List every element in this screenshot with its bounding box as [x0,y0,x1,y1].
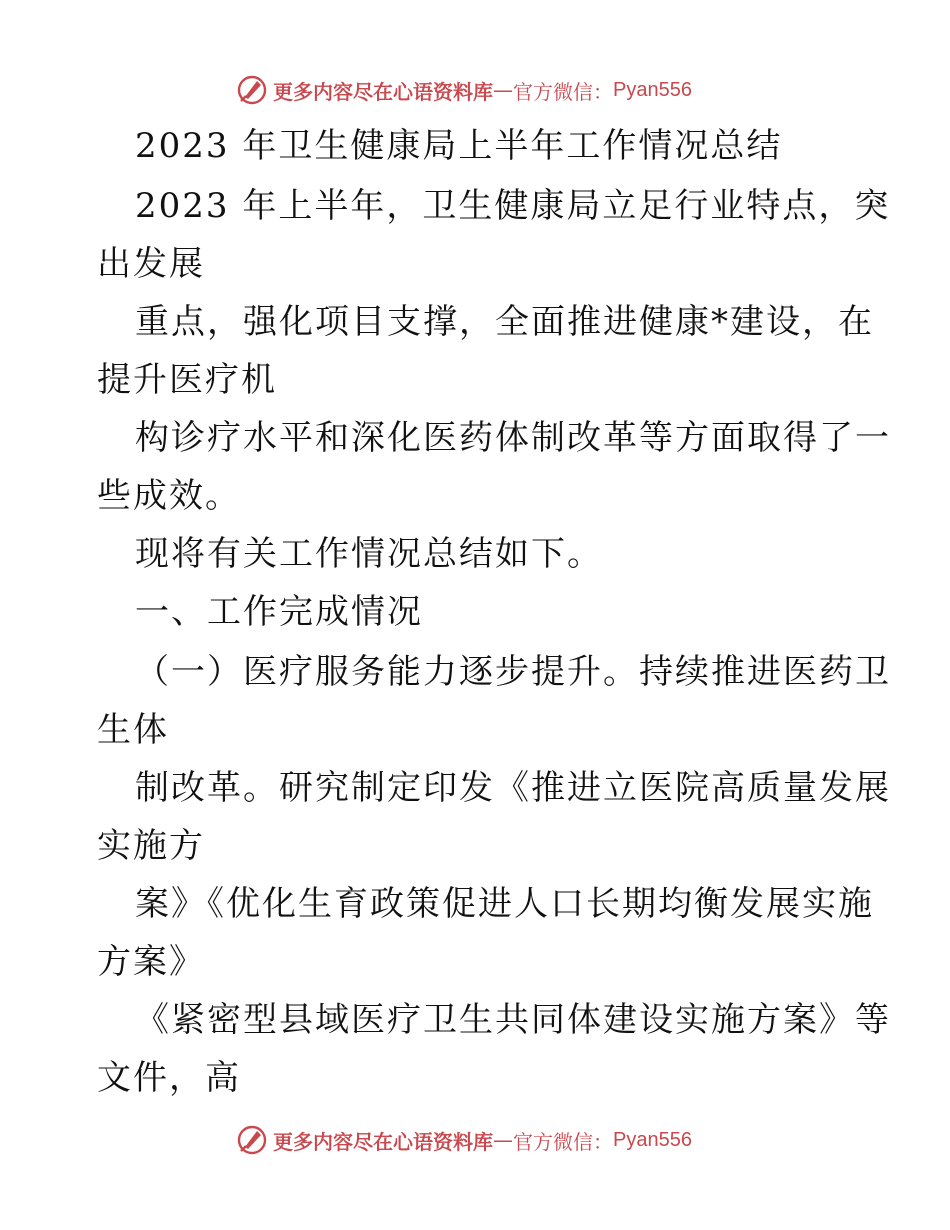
paragraph-line: 文件，高 [97,1058,241,1098]
document-title: 2023 年卫生健康局上半年工作情况总结 [135,126,783,166]
paragraph-line: 出发展 [97,244,205,284]
paragraph-line: （一）医疗服务能力逐步提升。持续推进医药卫 [135,652,891,692]
paragraph-line: 生体 [97,710,169,750]
paragraph-line: 《紧密型县域医疗卫生共同体建设实施方案》等 [135,1000,891,1040]
watermark-separator: — [493,78,513,102]
watermark-brand: 更多内容尽在心语资料库 [273,1129,493,1154]
pen-nib-logo-icon [235,73,269,107]
watermark-wechat-id: Pyan556 [613,78,692,101]
watermark-official-label: 官方微信： [513,79,613,104]
watermark-header [235,72,692,108]
pen-nib-logo-icon [235,1123,269,1157]
paragraph-line: 提升医疗机 [97,360,277,400]
paragraph-line: 构诊疗水平和深化医药体制改革等方面取得了一 [135,418,891,458]
watermark-footer [235,1122,692,1158]
watermark-brand: 更多内容尽在心语资料库 [273,79,493,104]
paragraph-line: 现将有关工作情况总结如下。 [135,534,603,574]
paragraph-line: 2023 年上半年，卫生健康局立足行业特点，突 [135,186,891,226]
watermark-wechat-id: Pyan556 [613,1128,692,1151]
paragraph-line: 些成效。 [97,476,241,516]
paragraph-line: 案》《优化生育政策促进人口长期均衡发展实施 [135,884,874,924]
paragraph-line: 方案》 [97,942,205,982]
paragraph-line: 实施方 [97,826,205,866]
paragraph-line: 重点，强化项目支撑，全面推进健康*建设，在 [135,302,874,342]
watermark-official-label: 官方微信： [513,1129,613,1154]
watermark-separator: — [493,1128,513,1152]
section-heading: 一、工作完成情况 [135,592,423,632]
paragraph-line: 制改革。研究制定印发《推进立医院高质量发展 [135,768,891,808]
